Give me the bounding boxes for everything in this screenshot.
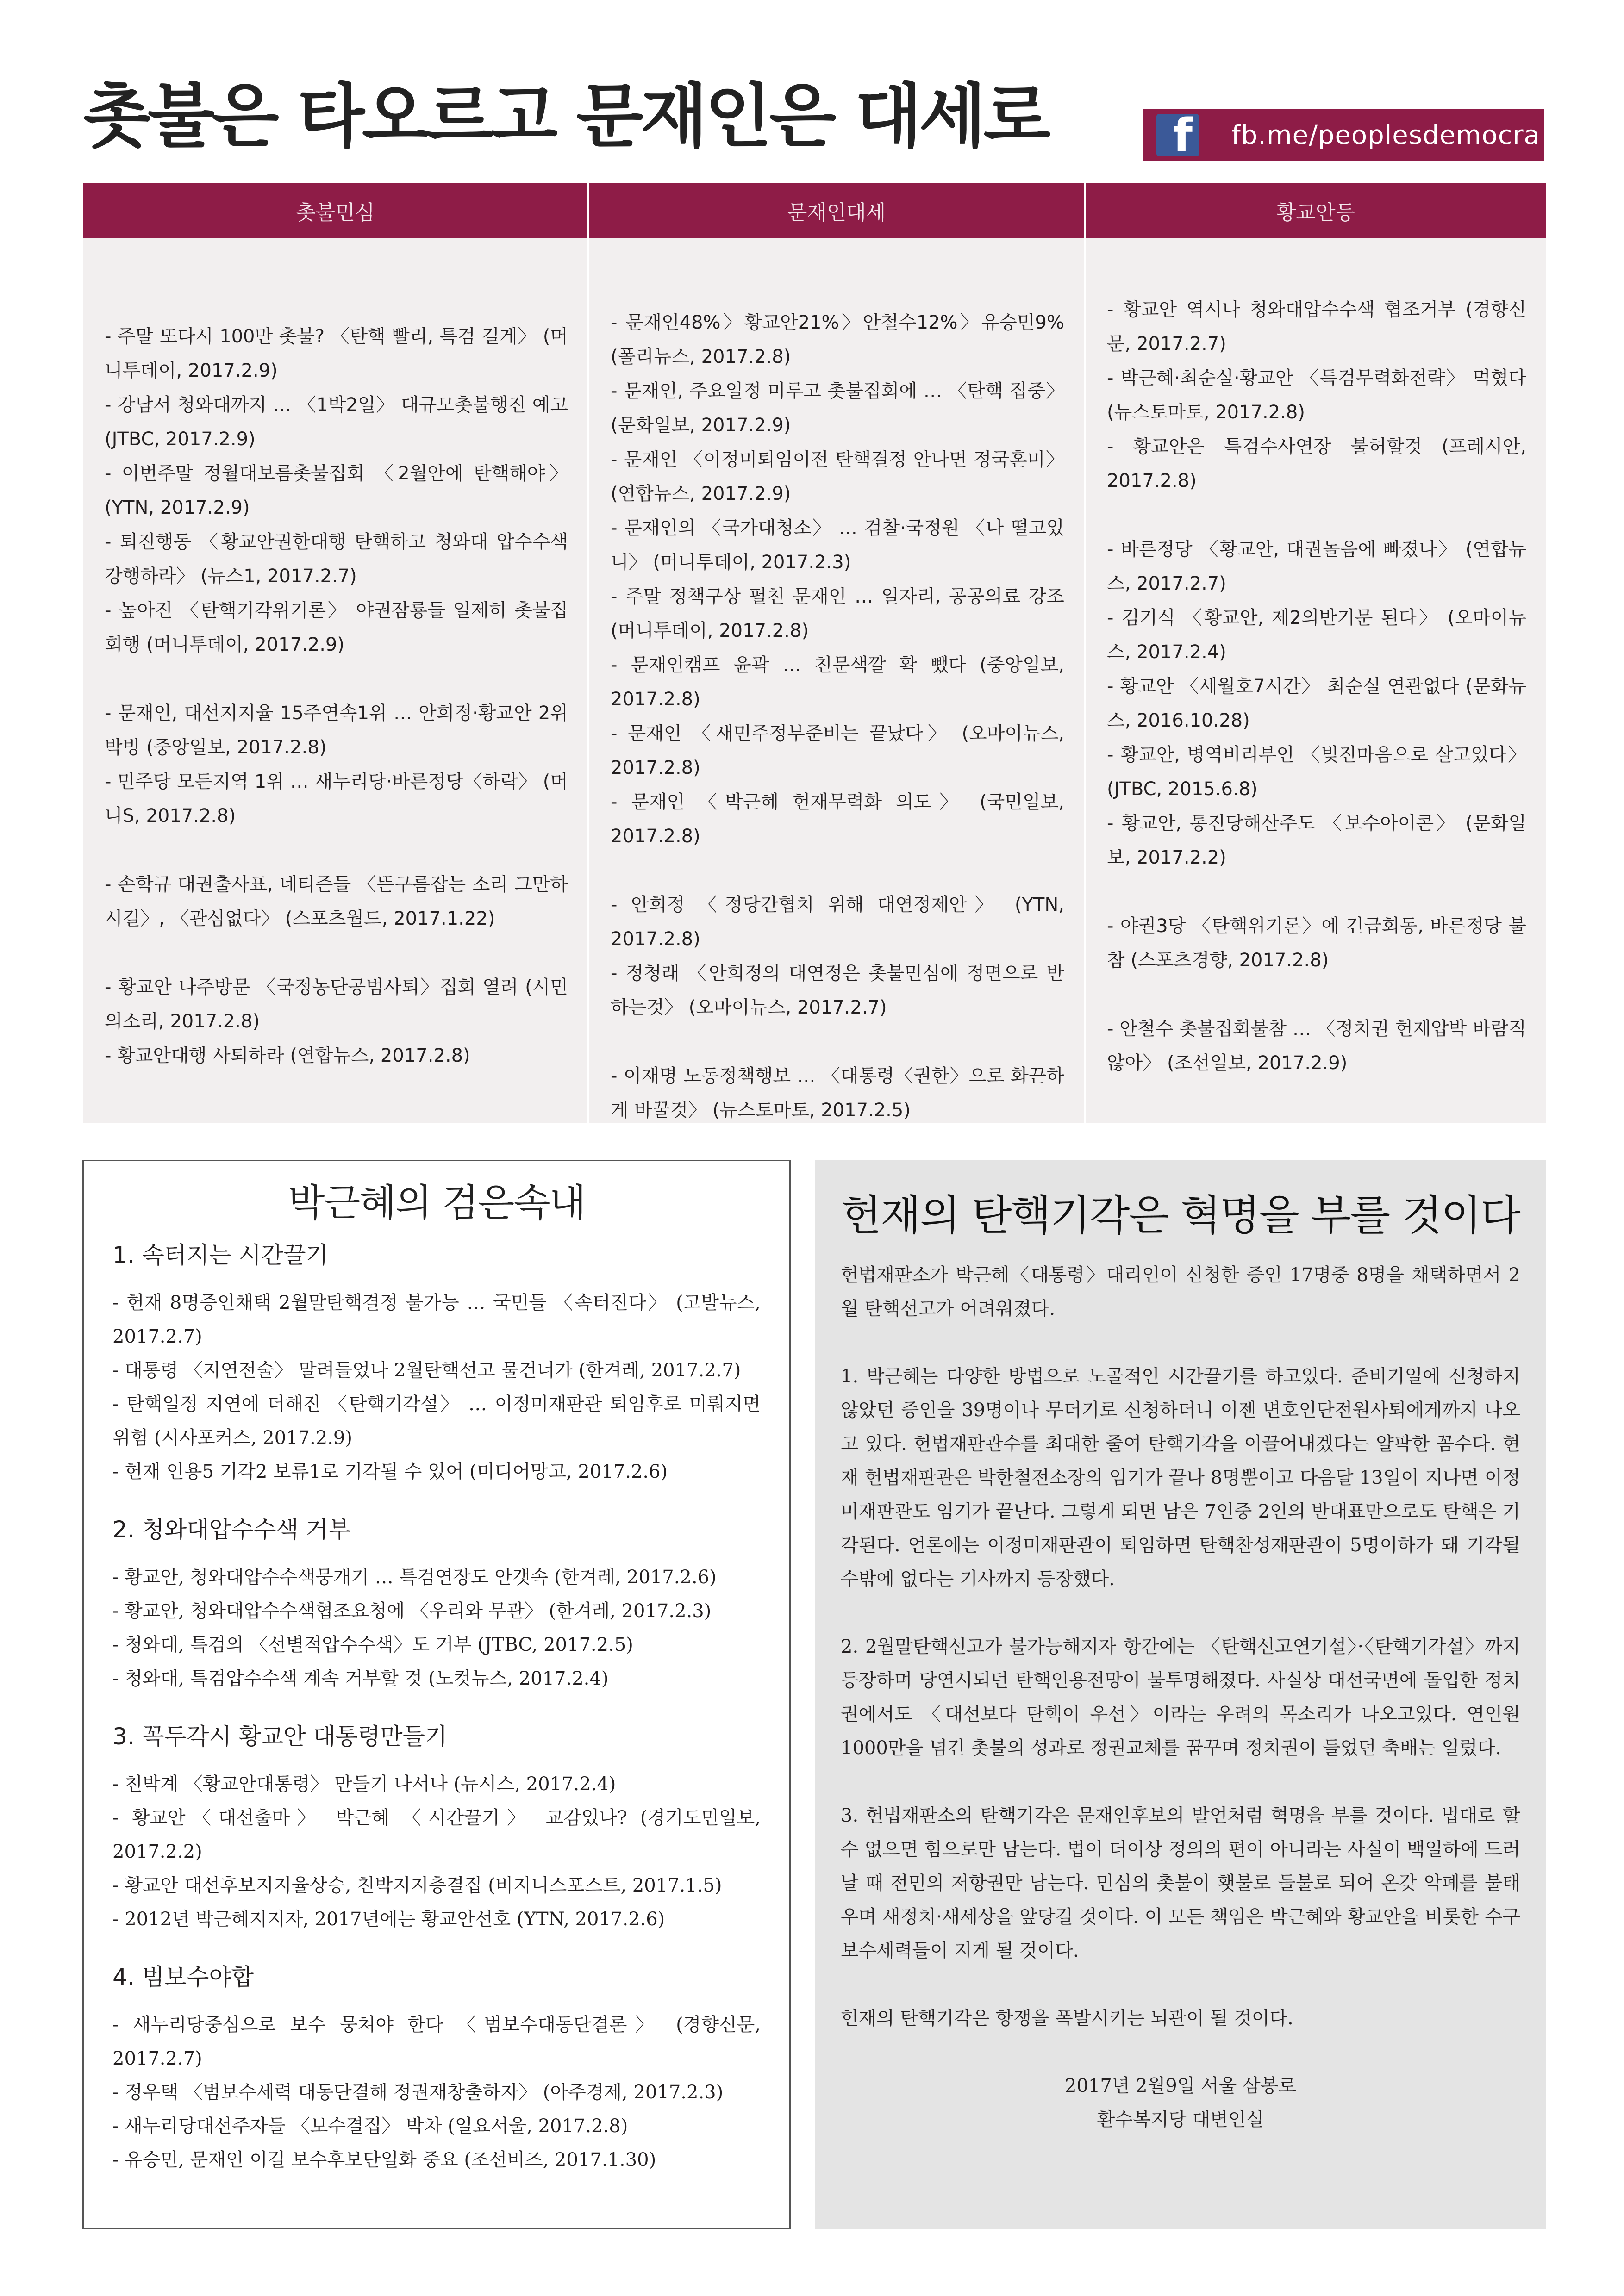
agenda-item: - 대통령 〈지연전술〉 말려들었나 2월탄핵선고 물건너가 (한겨레, 2017.2.7) [112,1360,741,1381]
news-item: - 높아진 〈탄핵기각위기론〉 야권잠룡들 일제히 촛불집회행 (머니투데이, 2017.2.9) [105,600,568,655]
agenda-section [112,1960,761,2177]
agenda-item: - 새누리당대선주자들 〈보수결집〉 박차 (일요서울, 2017.2.8) [112,2116,628,2137]
news-item: - 박근혜·최순실·황교안 〈특검무력화전략〉 먹혔다 (뉴스토마토, 2017.2.8) [1107,367,1526,423]
statement-author: 환수복지당 대변인실 [1097,2109,1264,2130]
news-item: - 야권3당 〈탄핵위기론〉에 긴급회동, 바른정당 불참 (스포츠경향, 2017.2.8) [1107,915,1526,971]
news-column-hwang [1086,238,1546,1123]
agenda-item: - 헌재 인용5 기각2 보류1로 기각될 수 있어 (미디어망고, 2017.2.6) [112,1461,668,1482]
news-item: - 주말 정책구상 펼친 문재인 … 일자리, 공공의료 강조 (머니투데이, 2017.2.8) [611,586,1064,641]
news-item: - 문재인 〈새민주정부준비는 끝났다〉 (오마이뉴스, 2017.2.8) [611,723,1064,778]
agenda-item: - 새누리당중심으로 보수 뭉쳐야 한다 〈범보수대동단결론〉 (경향신문, 2017.2.7) [112,2014,761,2069]
news-item: - 황교안 나주방문 〈국정농단공범사퇴〉집회 열려 (시민의소리, 2017.2.8) [105,977,568,1032]
park-agenda-sections [112,1238,761,2177]
news-item: - 이번주말 정월대보름촛불집회 〈2월안에 탄핵해야〉 (YTN, 2017.2.9) [105,463,568,518]
agenda-item: - 탄핵일정 지연에 더해진 〈탄핵기각설〉 … 이정미재판관 퇴임후로 미뤄지면 위험 (시사포커스, 2017.2.9) [112,1394,761,1449]
item-spacer [611,853,1064,888]
agenda-item: - 황교안, 청와대압수수색협조요청에 〈우리와 무관〉 (한겨레, 2017.2.3) [112,1600,712,1622]
agenda-item: - 유승민, 문재인 이길 보수후보단일화 중요 (조선비즈, 2017.1.30) [112,2149,656,2171]
agenda-item: - 헌재 8명증인채택 2월말탄핵결정 불가능 … 국민들 〈속터진다〉 (고발뉴스, 2017.2.7) [112,1292,761,1347]
statement-box [815,1160,1546,2229]
agenda-item: - 청와대, 특검의 〈선별적압수수색〉도 거부 (JTBC, 2017.2.5) [112,1634,633,1655]
agenda-item: - 청와대, 특검압수수색 계속 거부할 것 (노컷뉴스, 2017.2.4) [112,1668,609,1689]
agenda-item: - 2012년 박근혜지지자, 2017년에는 황교안선호 (YTN, 2017.2.6) [112,1909,665,1930]
news-item: - 정청래 〈안희정의 대연정은 촛불민심에 정면으로 반하는것〉 (오마이뉴스, 2017.2.7) [611,963,1064,1018]
news-item: - 강남서 청와대까지 … 〈1박2일〉 대규모촛불행진 예고 (JTBC, 2017.2.9) [105,394,568,450]
agenda-section [112,1238,761,1489]
news-item: - 민주당 모든지역 1위 … 새누리당·바른정당〈하락〉 (머니S, 2017.2.8) [105,771,568,827]
news-item: - 황교안대행 사퇴하라 (연합뉴스, 2017.2.8) [105,1045,470,1066]
news-column-moon [589,238,1084,1123]
item-spacer [1107,498,1526,532]
agenda-item: - 황교안 대선후보지지율상승, 친박지지층결집 (비지니스포스트, 2017.1.5) [112,1875,722,1896]
item-spacer [105,936,568,970]
news-item: - 문재인캠프 윤곽 … 친문색깔 확 뺐다 (중앙일보, 2017.2.8) [611,654,1064,710]
news-item: - 문재인48%〉황교안21%〉안철수12%〉유승민9% (폴리뉴스, 2017.2.8) [611,312,1064,367]
news-item: - 바른정당 〈황교안, 대권놀음에 빠졌나〉 (연합뉴스, 2017.2.7) [1107,539,1526,594]
statement-date-line: 2017년 2월9일 서울 삼봉로 [1065,2075,1296,2097]
agenda-section [112,1513,761,1696]
item-spacer [611,1025,1064,1059]
news-item: - 손학규 대권출사표, 네티즌들 〈뜬구름잡는 소리 그만하시길〉, 〈관심없다〉 (스포츠월드, 2017.1.22) [105,874,568,929]
news-item: - 문재인, 대선지지율 15주연속1위 … 안희정·황교안 2위박빙 (중앙일보, 2017.2.8) [105,703,568,758]
agenda-item: - 황교안, 청와대압수수색뭉개기 … 특검연장도 안갯속 (한겨레, 2017.2.6) [112,1567,717,1588]
news-item: - 문재인 〈이정미퇴임이전 탄핵결정 안나면 정국혼미〉 (연합뉴스, 2017.2.9) [611,449,1064,504]
news-item: - 문재인 〈박근혜 헌재무력화 의도〉 (국민일보, 2017.2.8) [611,791,1064,847]
news-item: - 퇴진행동 〈황교안권한대행 탄핵하고 청와대 압수수색 강행하라〉 (뉴스1, 2017.2.7) [105,531,568,587]
news-item: - 김기식 〈황교안, 제2의반기문 된다〉 (오마이뉴스, 2017.2.4) [1107,607,1526,663]
news-item: - 안철수 촛불집회불참 … 〈정치권 헌재압박 바람직않아〉 (조선일보, 2017.2.9) [1107,1018,1526,1074]
statement-paragraph: 2. 2월말탄핵선고가 불가능해지자 항간에는 〈탄핵선고연기설〉·〈탄핵기각설〉까지 등장하며 당연시되던 탄핵인용전망이 불투명해졌다. 사실상 대선국면에 돌입한 정치권에서도 〈대선보다 탄핵이 우선〉이라는 우려의 목소리가 나오고있다. 연인원 1000만을 넘긴 촛불의 성과로 정권교체를 꿈꾸며 정치권이 들었던 축배는 일렀다. [841,1636,1520,1759]
statement-body [841,1258,1520,2035]
news-item: - 황교안 역시나 청와대압수수색 협조거부 (경향신문, 2017.2.7) [1107,299,1526,355]
agenda-item: - 친박계 〈황교안대통령〉 만들기 나서나 (뉴시스, 2017.2.4) [112,1773,616,1795]
agenda-section-heading: 1. 속터지는 시간끌기 [112,1242,328,1269]
statement-paragraph: 헌재의 탄핵기각은 항쟁을 폭발시키는 뇌관이 될 것이다. [841,2008,1293,2029]
facebook-link[interactable] [1143,109,1544,161]
column-heading-candlelight: 촛불민심 [83,183,587,238]
news-item: - 황교안, 통진당해산주도 〈보수아이콘〉 (문화일보, 2017.2.2) [1107,813,1526,868]
facebook-icon: f [1156,114,1199,156]
item-spacer [105,662,568,696]
agenda-section-heading: 3. 꼭두각시 황교안 대통령만들기 [112,1723,448,1750]
page-title: 촛불은 타오르고 문재인은 대세로 [83,76,1048,157]
news-item: - 문재인, 주요일정 미루고 촛불집회에 … 〈탄핵 집중〉 (문화일보, 2017.2.9) [611,380,1064,436]
park-agenda-title: 박근혜의 검은속내 [288,1181,585,1225]
news-item: - 주말 또다시 100만 촛불? 〈탄핵 빨리, 특검 길게〉 (머니투데이, 2017.2.9) [105,326,568,381]
facebook-url: fb.me/peoplesdemocra [1231,120,1540,150]
news-column-candlelight [83,238,587,1123]
item-spacer [1107,977,1526,1012]
news-item: - 이재명 노동정책행보 … 〈대통령〈권한〉으로 화끈하게 바꿀것〉 (뉴스토마토, 2017.2.5) [611,1065,1064,1121]
news-item: - 황교안 〈세월호7시간〉 최순실 연관없다 (문화뉴스, 2016.10.28) [1107,676,1526,731]
column-heading-hwang: 황교안등 [1086,183,1546,238]
statement-paragraph: 1. 박근혜는 다양한 방법으로 노골적인 시간끌기를 하고있다. 준비기일에 신청하지 않았던 증인을 39명이나 무더기로 신청하더니 이젠 변호인단전원사퇴에게까지 나오고 있다. 헌법재판관수를 최대한 줄여 탄핵기각을 이끌어내겠다는 얄팍한 꼼수다. 현재 헌법재판관은 박한철전소장의 임기가 끝나 8명뿐이고 다음달 13일이 지나면 이정미재판관도 임기가 끝난다. 그렇게 되면 남은 7인중 2인의 반대표만으로도 탄핵은 기각된다. 언론에는 이정미재판관이 퇴임하면 탄핵찬성재판관이 5명이하가 돼 기각될 수밖에 없다는 기사까지 등장했다. [841,1366,1520,1590]
column-heading-moon: 문재인대세 [589,183,1084,238]
agenda-section [112,1720,761,1936]
statement-paragraph: 헌법재판소가 박근혜〈대통령〉대리인이 신청한 증인 17명중 8명을 채택하면서 2월 탄핵선고가 어려워졌다. [841,1264,1520,1319]
agenda-item: - 정우택 〈범보수세력 대동단결해 정권재창출하자〉 (아주경제, 2017.2.3) [112,2082,724,2103]
agenda-section-heading: 2. 청와대압수수색 거부 [112,1516,351,1543]
item-spacer [105,833,568,867]
news-item: - 황교안, 병역비리부인 〈빚진마음으로 살고있다〉 (JTBC, 2015.6.8) [1107,744,1526,800]
news-item: - 문재인의 〈국가대청소〉 … 검찰·국정원 〈나 떨고있니〉 (머니투데이, 2017.2.3) [611,517,1064,573]
park-agenda-box [82,1160,791,2229]
statement-paragraph: 3. 헌법재판소의 탄핵기각은 문재인후보의 발언처럼 혁명을 부를 것이다. 법대로 할 수 없으면 힘으로만 남는다. 법이 더이상 정의의 편이 아니라는 사실이 백일하에 드러날 때 전민의 저항권만 남는다. 민심의 촛불이 횃불로 들불로 되어 온갖 악폐를 불태우며 새정치·새세상을 앞당길 것이다. 이 모든 책임은 박근혜와 황교안을 비롯한 수구보수세력들이 지게 될 것이다. [841,1805,1520,1961]
news-item: - 안희정 〈정당간협치 위해 대연정제안〉 (YTN, 2017.2.8) [611,894,1064,950]
statement-title: 헌재의 탄핵기각은 혁명을 부를 것이다 [841,1191,1520,1240]
news-item: - 황교안은 특검수사연장 불허할것 (프레시안, 2017.2.8) [1107,436,1526,492]
item-spacer [1107,875,1526,909]
agenda-section-heading: 4. 범보수야합 [112,1964,254,1991]
agenda-item: - 황교안〈대선출마〉 박근혜 〈시간끌기〉 교감있나? (경기도민일보, 2017.2.2) [112,1807,761,1862]
